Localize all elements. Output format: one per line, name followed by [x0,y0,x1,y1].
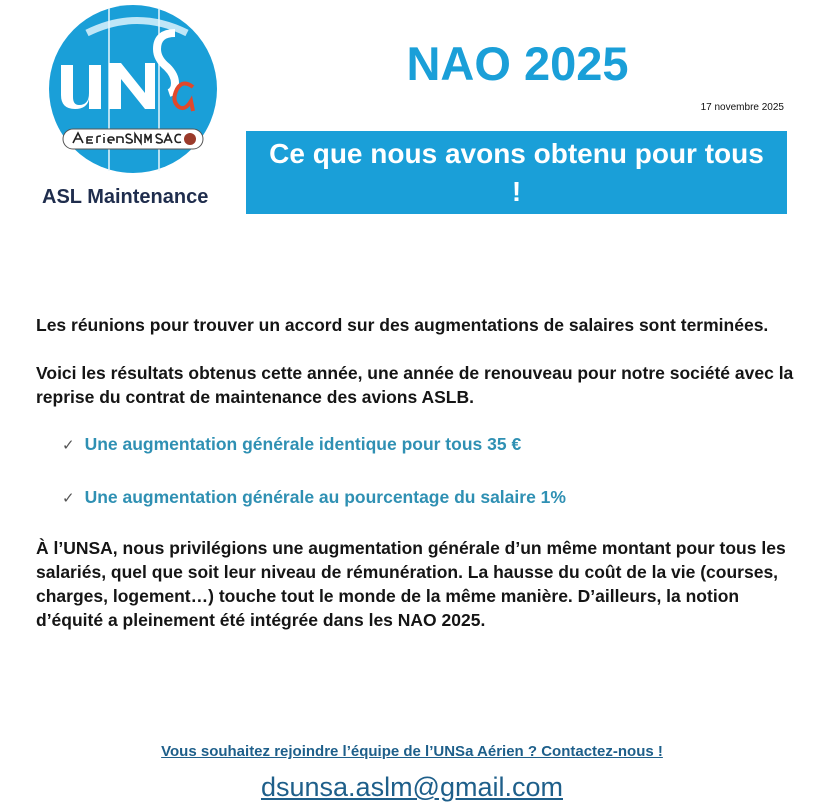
join-link[interactable]: Vous souhaitez rejoindre l’équipe de l’UNSa Aérien ? Contactez-nous ! [161,743,663,760]
check-text: Une augmentation générale identique pour tous 35 € [84,434,522,454]
unsa-logo [47,3,219,175]
check-item [62,432,806,458]
check-icon: ✓ [62,490,75,507]
check-item [62,485,806,511]
headline-banner [246,131,787,214]
intro-paragraph: Les réunions pour trouver un accord sur des augmentations de salaires sont terminées. [36,315,769,335]
organization-name: ASL Maintenance [42,186,209,208]
results-paragraph: Voici les résultats obtenus cette année, une année de renouveau pour notre société avec la reprise du contrat de maintenance des avions ASLB. [36,363,794,407]
position-paragraph: À l’UNSA, nous privilégions une augmentation générale d’un même montant pour tous les salariés, quel que soit leur niveau de rémunération. La hausse du coût de la vie (courses, charges, logement…) touche tout le monde de la même manière. D’ailleurs, la notion d’équité a pleinement été intégrée dans les NAO 2025. [36,538,786,630]
headline-text: Ce que nous avons obtenu pour tous ! [269,137,764,207]
check-text: Une augmentation générale au pourcentage du salaire 1% [84,487,566,507]
page-title: NAO 2025 [406,37,629,90]
date: 17 novembre 2025 [700,102,784,113]
main-content [36,313,806,632]
email-link[interactable]: dsunsa.aslm@gmail.com [260,772,563,802]
check-icon: ✓ [62,437,75,454]
